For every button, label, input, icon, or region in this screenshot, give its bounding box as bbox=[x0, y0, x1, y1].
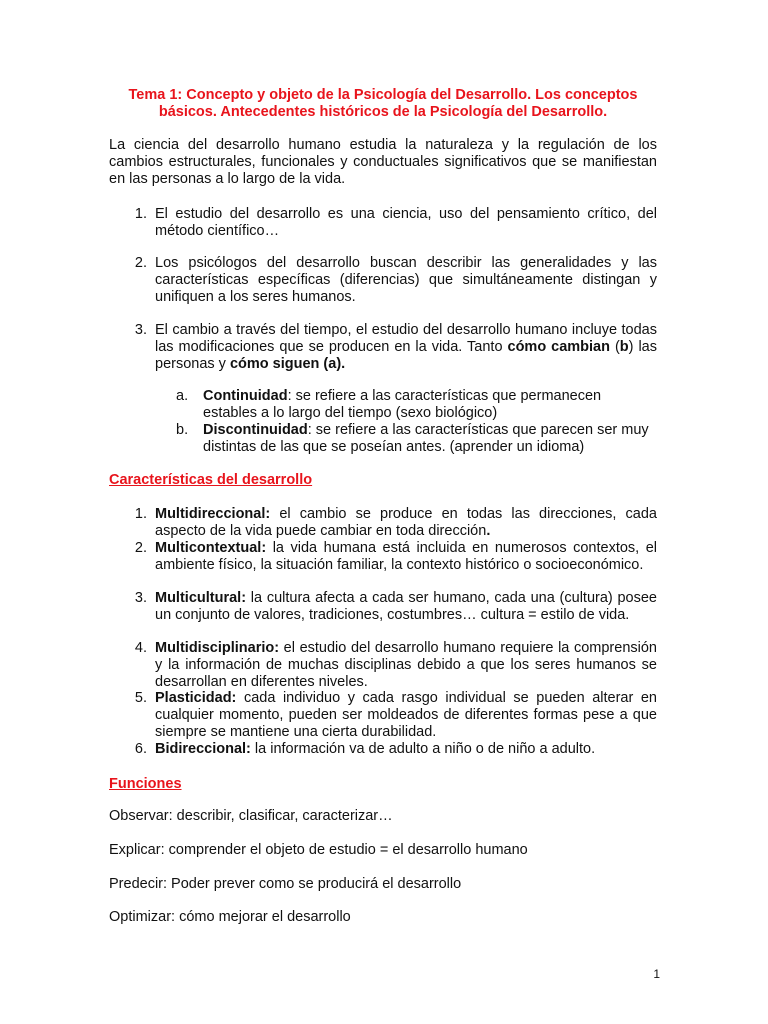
list-item: Plasticidad: cada individuo y cada rasgo individual se pueden alterar en cualquier momento, pueden ser moldeados de diferentes formas pese a que siempre se mantiene una cierta durabilidad. bbox=[155, 690, 657, 740]
section-heading: Características del desarrollo bbox=[109, 472, 313, 488]
list-item-number: 2. bbox=[134, 255, 147, 271]
list-item: Multidisciplinario: el estudio del desarrollo humano requiere la comprensión y la información de muchas disciplinas debido a que los seres humanos se desarrollan en diferentes niveles. bbox=[155, 640, 657, 690]
list-item-number: 2. bbox=[134, 540, 147, 556]
sublist-item: Continuidad: se refiere a las características que permanecen estables a lo largo del tiempo (sexo biológico) bbox=[203, 388, 602, 421]
list-item-number: 3. bbox=[134, 322, 147, 338]
list-item-number: 4. bbox=[134, 640, 147, 656]
list-item: Multidireccional: el cambio se produce en todas las direcciones, cada aspecto de la vida puede cambiar en toda dirección. bbox=[155, 506, 657, 539]
list-item-number: 6. bbox=[134, 741, 147, 757]
sublist-item: Discontinuidad: se refiere a las características que parecen ser muy distintas de las que se poseían antes. (aprender un idioma) bbox=[203, 422, 649, 455]
sublist-letter: a. bbox=[176, 388, 189, 404]
function-line: Observar: describir, clasificar, caracterizar… bbox=[109, 808, 393, 824]
document-title: Tema 1: Concepto y objeto de la Psicología del Desarrollo. Los conceptos básicos. Antecedentes históricos de la Psicología del Desarrollo. bbox=[128, 87, 638, 120]
list-item: Multicontextual: la vida humana está incluida en numerosos contextos, el ambiente físico, la situación familiar, la contexto histórico o socioeconómico. bbox=[155, 540, 657, 573]
function-line: Predecir: Poder prever como se producirá el desarrollo bbox=[109, 876, 462, 892]
list-item: El estudio del desarrollo es una ciencia, uso del pensamiento crítico, del método científico… bbox=[155, 206, 657, 239]
list-item-number: 1. bbox=[134, 506, 147, 522]
list-item-number: 3. bbox=[134, 590, 147, 606]
list-item: Los psicólogos del desarrollo buscan describir las generalidades y las características específicas (diferencias) que simultáneamente distingan y unifiquen a los seres humanos. bbox=[155, 255, 657, 305]
list-item-number: 1. bbox=[134, 206, 147, 222]
list-item: El cambio a través del tiempo, el estudio del desarrollo humano incluye todas las modificaciones que se producen en la vida. Tanto cómo cambian (b) las personas y cómo siguen (a). bbox=[155, 322, 658, 372]
sublist-letter: b. bbox=[176, 422, 189, 438]
intro-paragraph: La ciencia del desarrollo humano estudia la naturaleza y la regulación de los cambios estructurales, funcionales y conductuales significativos que se manifiestan en las personas a lo largo de la vida. bbox=[109, 137, 657, 187]
function-line: Optimizar: cómo mejorar el desarrollo bbox=[109, 909, 351, 925]
list-item-number: 5. bbox=[134, 690, 147, 706]
function-line: Explicar: comprender el objeto de estudio = el desarrollo humano bbox=[109, 842, 528, 858]
page-number: 1 bbox=[653, 967, 660, 981]
section-heading: Funciones bbox=[109, 776, 182, 792]
list-item: Bidireccional: la información va de adulto a niño o de niño a adulto. bbox=[155, 741, 596, 757]
list-item: Multicultural: la cultura afecta a cada ser humano, cada una (cultura) posee un conjunto de valores, tradiciones, costumbres… cultura = estilo de vida. bbox=[155, 590, 657, 623]
